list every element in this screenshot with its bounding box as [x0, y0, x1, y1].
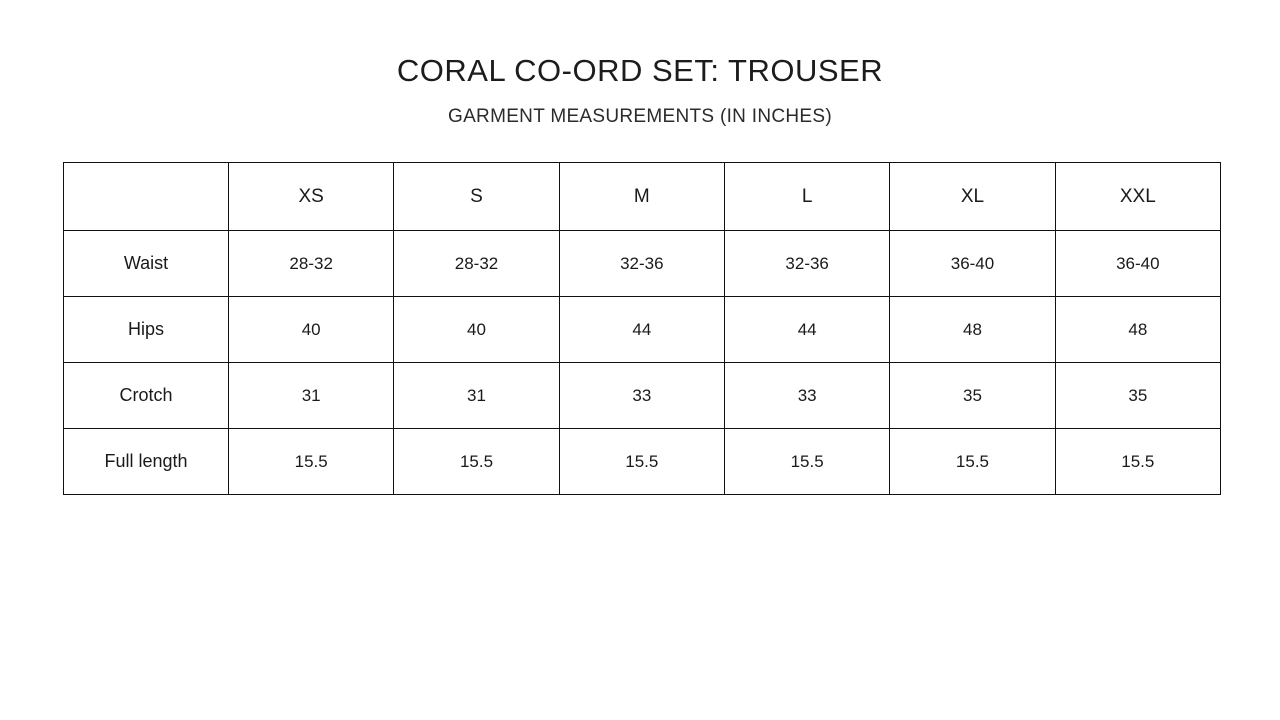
cell-hips-xxl: 48 — [1055, 297, 1220, 363]
measurements-table-container — [63, 162, 1221, 495]
cell-crotch-s: 31 — [394, 363, 559, 429]
column-header-xxl: XXL — [1055, 163, 1220, 231]
cell-full-length-s: 15.5 — [394, 429, 559, 495]
column-header-s: S — [394, 163, 559, 231]
table-header — [64, 163, 1221, 231]
cell-waist-m: 32-36 — [559, 231, 724, 297]
cell-crotch-xl: 35 — [890, 363, 1055, 429]
cell-hips-xl: 48 — [890, 297, 1055, 363]
column-header-m: M — [559, 163, 724, 231]
table-row — [64, 297, 1221, 363]
column-header-l: L — [724, 163, 889, 231]
cell-full-length-m: 15.5 — [559, 429, 724, 495]
row-label-full-length: Full length — [64, 429, 229, 495]
cell-hips-xs: 40 — [229, 297, 394, 363]
cell-full-length-l: 15.5 — [724, 429, 889, 495]
row-label-waist: Waist — [64, 231, 229, 297]
cell-full-length-xs: 15.5 — [229, 429, 394, 495]
table-body — [64, 231, 1221, 495]
cell-waist-xs: 28-32 — [229, 231, 394, 297]
cell-crotch-xs: 31 — [229, 363, 394, 429]
measurements-table — [63, 162, 1221, 495]
cell-full-length-xl: 15.5 — [890, 429, 1055, 495]
table-corner-cell — [64, 163, 229, 231]
table-row — [64, 429, 1221, 495]
cell-crotch-l: 33 — [724, 363, 889, 429]
table-row — [64, 231, 1221, 297]
cell-waist-l: 32-36 — [724, 231, 889, 297]
row-label-hips: Hips — [64, 297, 229, 363]
column-header-xs: XS — [229, 163, 394, 231]
cell-hips-m: 44 — [559, 297, 724, 363]
table-header-row — [64, 163, 1221, 231]
column-header-xl: XL — [890, 163, 1055, 231]
cell-crotch-xxl: 35 — [1055, 363, 1220, 429]
cell-waist-xl: 36-40 — [890, 231, 1055, 297]
page-subtitle: GARMENT MEASUREMENTS (IN INCHES) — [448, 106, 832, 128]
cell-crotch-m: 33 — [559, 363, 724, 429]
cell-waist-xxl: 36-40 — [1055, 231, 1220, 297]
table-row — [64, 363, 1221, 429]
row-label-crotch: Crotch — [64, 363, 229, 429]
cell-waist-s: 28-32 — [394, 231, 559, 297]
cell-hips-l: 44 — [724, 297, 889, 363]
page-title: CORAL CO-ORD SET: TROUSER — [396, 53, 884, 88]
cell-hips-s: 40 — [394, 297, 559, 363]
cell-full-length-xxl: 15.5 — [1055, 429, 1220, 495]
